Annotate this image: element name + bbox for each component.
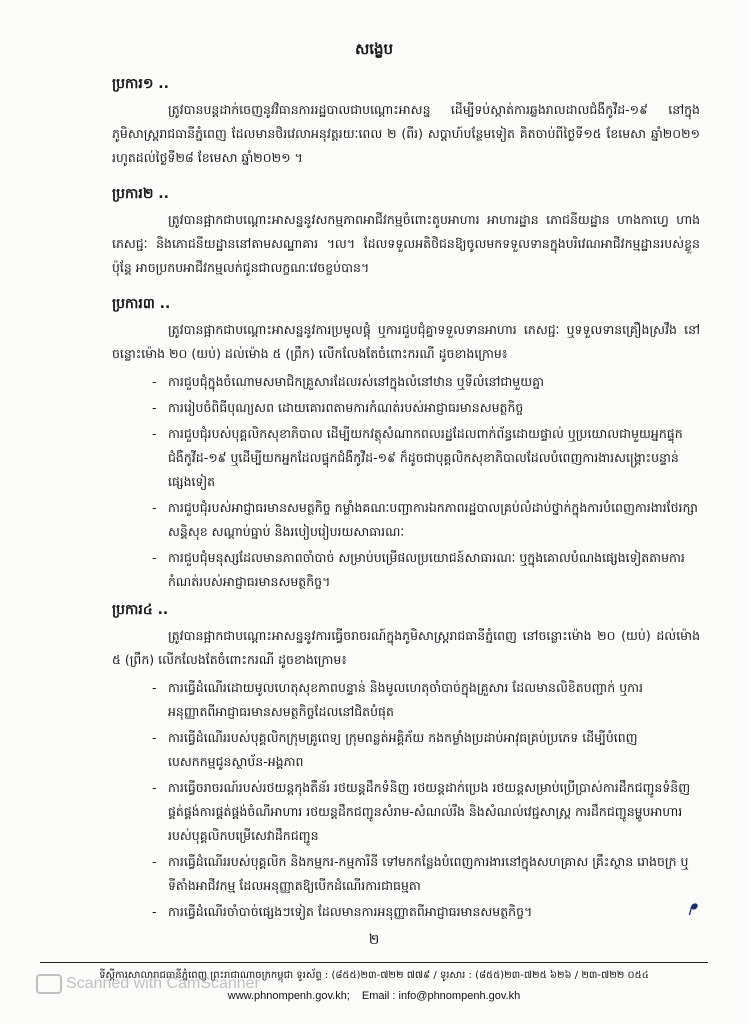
section-2-paragraph (112, 208, 700, 280)
section-2-heading: ប្រការ២ .. (112, 186, 169, 202)
footer-email: Email : info@phnompenh.gov.kh (361, 990, 521, 1002)
scanner-watermark (36, 974, 260, 994)
section-3-heading: ប្រការ៣ .. (112, 296, 171, 312)
section-3-paragraph (112, 318, 700, 366)
section-4-heading: ប្រការ៤ .. (112, 602, 169, 618)
section-4-paragraph (112, 624, 700, 672)
list-item: - ការជួបជុំក្នុងចំណោមសមាជិកគ្រួសារដែលរស់នៅក្នុងលំនៅឋាន ឬទីលំនៅជាមួយគ្នា (152, 374, 545, 389)
section-4-text: ត្រូវបានផ្អាកជាបណ្ដោះអាសន្ននូវការធ្វើចរាចរណ៍ក្នុងភូមិសាស្ត្ររាជធានីភ្នំពេញ នៅចន្លោះម៉ោង ២០ (យប់) ដល់ម៉ោង ៥ (ព្រឹក) លើកលែងតែចំពោះករណី ដូចខាងក្រោម៖ (112, 628, 700, 667)
section-3-text: ត្រូវបានផ្អាកជាបណ្ដោះអាសន្ននូវការប្រមូលផ្តុំ ឬការជួបជុំគ្នាទទួលទានអាហារ ភេសជ្ជៈ ឬទទួលទានគ្រឿងស្រវឹង នៅចន្លោះម៉ោង ២០ (យប់) ដល់ម៉ោង ៥ (ព្រឹក) លើកលែងតែចំពោះករណី ដូចខាងក្រោម៖ (112, 322, 700, 361)
list-item: - ការធ្វើដំណើររបស់បុគ្គលិក និងកម្មករ-កម្មការិនី ទៅមកកន្លែងបំពេញការងារនៅក្នុងសហគ្រាស គ្រឹះស្ថាន រោងចក្រ ឬទីតាំងអាជីវកម្ម ដែលអនុញ្ញាតឱ្យបើកដំណើរការជាធម្មតា (152, 854, 689, 893)
section-2-text: ត្រូវបានផ្អាកជាបណ្ដោះអាសន្ននូវសកម្មភាពអាជីវកម្មចំពោះតូបអាហារ អាហារដ្ឋាន ភោជនីយដ្ឋាន ហាងកាហ្វេ ហាងភេសជ្ជៈ និងភោជនីយដ្ឋាននៅតាមសណ្ឋាគារ ។ល។ ដែលទទួលអតិថិជនឱ្យចូលមកទទួលទានក្នុងបរិវេណអាជីវកម្មដ្ឋានរបស់ខ្លួន ប៉ុន្តែ អាចប្រកបអាជីវកម្មលក់ជូនជាលក្ខណៈវេចខ្ចប់បាន។ (112, 212, 700, 275)
section-4-bullet-list (152, 676, 702, 926)
list-item: - ការធ្វើដំណើរចាំបាច់ផ្សេងៗទៀត ដែលមានការអនុញ្ញាតពីអាជ្ញាធរមានសមត្ថកិច្ច។ (152, 904, 533, 919)
list-item: - ការជួបជុំរបស់អាជ្ញាធរមានសមត្ថកិច្ច កម្លាំងគណៈបញ្ជាការឯកភាពរដ្ឋបាលគ្រប់លំដាប់ថ្នាក់ក្នុងការបំពេញការងារថែរក្សាសន្តិសុខ សណ្តាប់ធ្នាប់ និងរបៀបរៀបរយសាធារណៈ (152, 500, 698, 539)
list-item: - ការជួបជុំរបស់បុគ្គលិកសុខាភិបាល ដើម្បីយកវត្ថុសំណាកពលរដ្ឋដែលពាក់ព័ន្ធដោយផ្ទាល់ ឬប្រយោលជាមួយអ្នកផ្ទុកជំងឺកូវីដ-១៩ ឬដើម្បីយកអ្នកដែលផ្ទុកជំងឺកូវីដ-១៩ ក៏ដូចជាបុគ្គលិកសុខាភិបាលដែលបំពេញការងារសង្គ្រោះបន្ទាន់ផ្សេងទៀត (152, 426, 683, 489)
document-title: សង្ខេប (354, 40, 394, 58)
list-item: - ការធ្វើចរាចរណ៍របស់រថយន្តកុងតឺន័រ រថយន្តដឹកទំនិញ រថយន្តដាក់ប្រេង រថយន្តសម្រាប់ប្រើប្រាស់ការដឹកជញ្ជូនទំនិញ ផ្គត់ផ្គង់ការផ្គត់ផ្គង់ចំណីអាហារ រថយន្តដឹកជញ្ជូនសំរាម-សំណល់រឹង និងសំណល់វេជ្ជសាស្ត្រ ការដឹកជញ្ជូនម្ហូបអាហារ របស់បុគ្គលិកបម្រើសេវាដឹកជញ្ជូន (152, 780, 691, 843)
footer-website: www.phnompenh.gov.kh; (227, 990, 350, 1002)
list-item: - ការរៀបចំពិធីបុណ្យសព ដោយគោរពតាមការកំណត់របស់អាជ្ញាធរមានសមត្ថកិច្ច (152, 400, 524, 415)
page-number: ២ (368, 932, 380, 948)
section-3-bullet-list (152, 370, 702, 596)
section-1-text: ត្រូវបានបន្តដាក់ចេញនូវវិធានការរដ្ឋបាលជាបណ្ដោះអាសន្ន ដើម្បីទប់ស្កាត់ការឆ្លងរាលដាលជំងឺកូវីដ-១៩ នៅក្នុងភូមិសាស្ត្ររាជធានីភ្នំពេញ ដែលមានថិរវេលាអនុវត្តរយៈពេល ២ (ពីរ) សប្តាហ៍បន្ថែមទៀត គិតចាប់ពីថ្ងៃទី១៥ ខែមេសា ឆ្នាំ២០២១ រហូតដល់ថ្ងៃទី២៨ ខែមេសា ឆ្នាំ២០២១ ។ (112, 102, 700, 165)
list-item: - ការជួបជុំមនុស្សដែលមានភាពចាំបាច់ សម្រាប់បម្រើផលប្រយោជន៍សាធារណៈ ឬក្នុងគោលបំណងផ្សេងទៀតតាមការកំណត់របស់អាជ្ញាធរមានសមត្ថកិច្ច។ (152, 550, 685, 589)
footer-divider (40, 962, 708, 963)
section-1-heading: ប្រការ១ .. (112, 76, 169, 92)
camscanner-icon (36, 974, 62, 994)
footer-address: ទីស្តីការសាលារាជធានីភ្នំពេញ ព្រះរាជាណាចក្រកម្ពុជា ទូរស័ព្ទ : (៨៥៥)២៣-៧២២ ៧៧៩ / ទូរសារ : (៨៥៥)២៣-៧២៥ ៦២៦ / ២៣-៧២២ ០៥៤ (99, 970, 649, 981)
signature-initials: ᖰ (688, 900, 697, 919)
section-1-paragraph (112, 98, 700, 170)
scanner-watermark-text: Scanned with CamScanner (66, 975, 260, 993)
list-item: - ការធ្វើដំណើរដោយមូលហេតុសុខភាពបន្ទាន់ និងមូលហេតុចាំបាច់ក្នុងគ្រួសារ ដែលមានលិខិតបញ្ជាក់ ឬការអនុញ្ញាតពីអាជ្ញាធរមានសមត្ថកិច្ចដែលនៅជិតបំផុត (152, 680, 643, 719)
list-item: - ការធ្វើដំណើររបស់បុគ្គលិកក្រុមគ្រូពេទ្យ ក្រុមពន្លត់អគ្គិភ័យ កងកម្លាំងប្រដាប់អាវុធគ្រប់ប្រភេទ ដើម្បីបំពេញបេសកកម្មជូនស្ថាប័ន-អង្គភាព (152, 730, 638, 769)
